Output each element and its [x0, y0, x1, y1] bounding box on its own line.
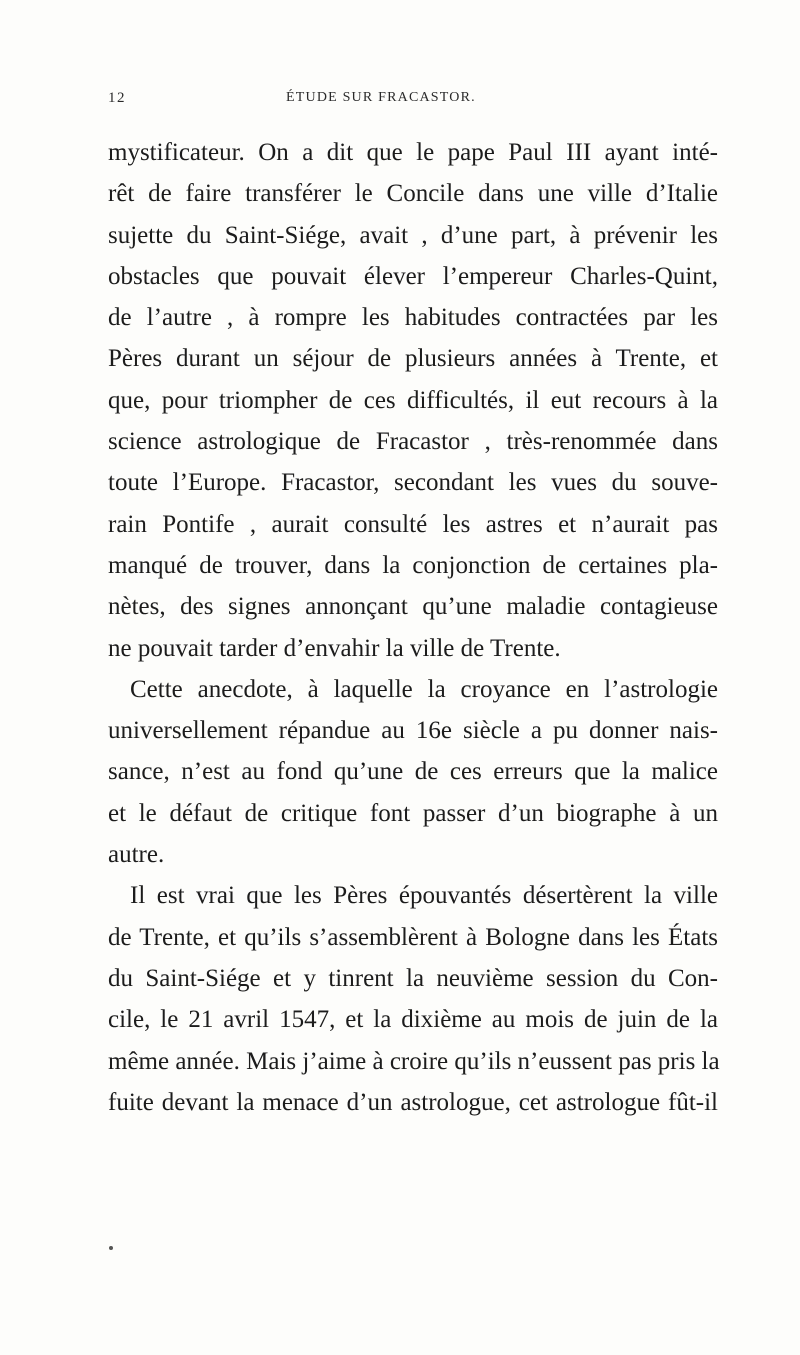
text-line: rêt de faire transférer le Concile dans une ville d’Italie — [108, 180, 718, 208]
text-line: Pères durant un séjour de plusieurs années à Trente, et — [108, 345, 718, 373]
text-line: mystificateur. On a dit que le pape Paul III ayant inté- — [108, 139, 718, 166]
text-line: nètes, des signes annonçant qu’une maladie contagieuse — [108, 593, 718, 621]
running-title: ÉTUDE SUR FRACASTOR. — [286, 90, 476, 105]
text-line: universellement répandue au 16e siècle a pu donner nais- — [108, 717, 718, 745]
text-line: toute l’Europe. Fracastor, secondant les vues du souve- — [108, 469, 718, 497]
body-text — [108, 132, 718, 1123]
running-head — [108, 90, 718, 114]
text-line: même année. Mais j’aime à croire qu’ils n’eussent pas pris la — [108, 1047, 720, 1075]
page-number: 12 — [108, 90, 126, 106]
paragraph-start-line: Il est vrai que les Pères épouvantés désertèrent la ville — [130, 882, 718, 910]
text-line: rain Pontife , aurait consulté les astres et n’aurait pas — [108, 510, 718, 538]
text-line: sance, n’est au fond qu’une de ces erreurs que la malice — [108, 758, 718, 786]
paragraph-end-line: ne pouvait tarder d’envahir la ville de Trente. — [108, 634, 561, 662]
paragraph-end-line: autre. — [108, 841, 165, 869]
text-line: de Trente, et qu’ils s’assemblèrent à Bologne dans les États — [108, 923, 718, 951]
ink-speck — [109, 1246, 113, 1250]
text-line: et le défaut de critique font passer d’un biographe à un — [108, 799, 718, 827]
text-line: science astrologique de Fracastor , très-renommée dans — [108, 428, 718, 456]
text-line: que, pour triompher de ces difficultés, il eut recours à la — [108, 386, 718, 414]
text-line: sujette du Saint-Siége, avait , d’une part, à prévenir les — [108, 221, 718, 249]
text-line: cile, le 21 avril 1547, et la dixième au mois de juin de la — [108, 1006, 718, 1034]
paragraph-start-line: Cette anecdote, à laquelle la croyance en l’astrologie — [130, 675, 718, 703]
text-line: fuite devant la menace d’un astrologue, cet astrologue fût-il — [108, 1088, 718, 1116]
text-line: obstacles que pouvait élever l’empereur Charles-Quint, — [108, 262, 718, 290]
text-line: manqué de trouver, dans la conjonction de certaines pla- — [108, 551, 718, 579]
text-line: de l’autre , à rompre les habitudes contractées par les — [108, 304, 718, 332]
text-line: du Saint-Siége et y tinrent la neuvième session du Con- — [108, 964, 718, 992]
